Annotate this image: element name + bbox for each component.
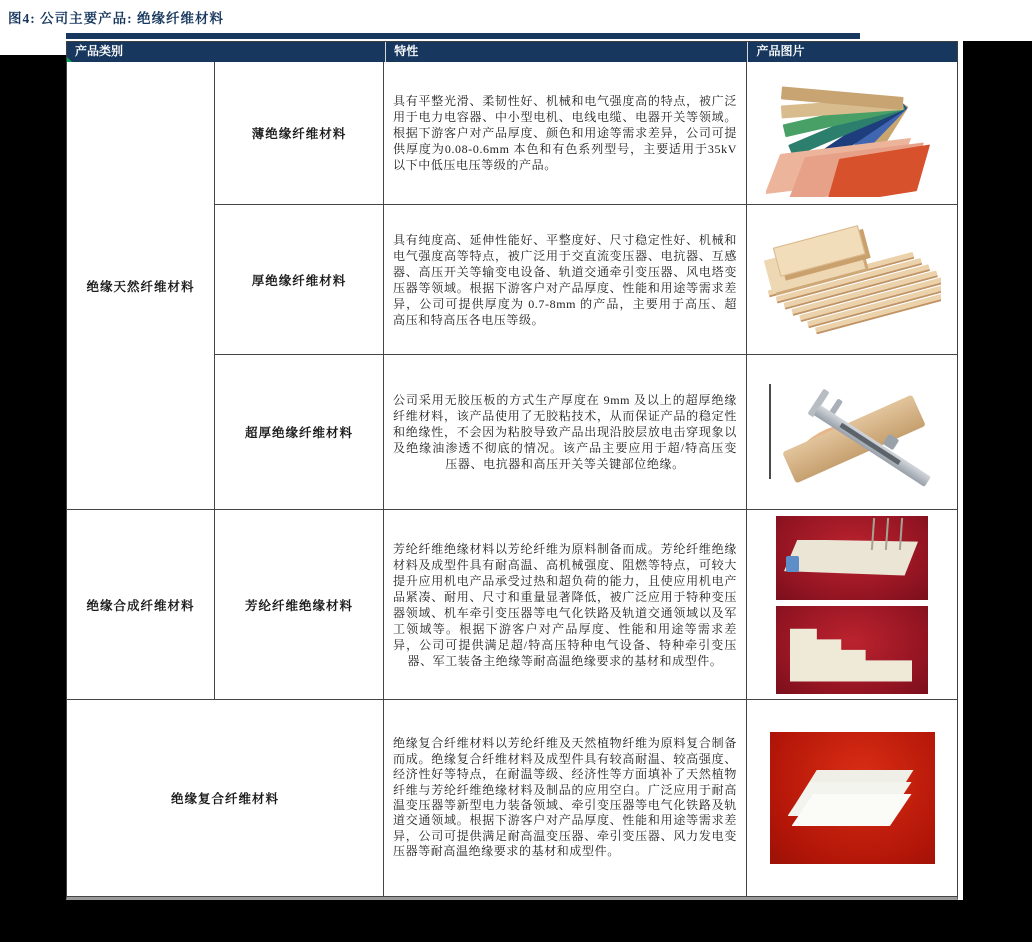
blue-label-shape xyxy=(786,556,799,572)
sheet-shape xyxy=(784,540,918,576)
product-photo-thin-insulation xyxy=(766,69,938,197)
sheet-stack-shape xyxy=(764,224,941,336)
table-top-rule xyxy=(66,33,958,41)
table-header-row xyxy=(67,42,957,62)
features-cell xyxy=(384,205,747,355)
group-composite-fiber xyxy=(67,700,957,897)
header-category-label: 产品类别 xyxy=(75,44,124,58)
features-cell xyxy=(384,510,747,700)
features-cell xyxy=(384,700,747,897)
screenshot-bottom-margin xyxy=(0,900,1032,942)
table-row xyxy=(215,510,957,700)
figure-title: 图4: 公司主要产品: 绝缘纤维材料 xyxy=(8,11,224,26)
subcategory-cell: 薄绝缘纤维材料 xyxy=(215,62,384,205)
product-photo-aramid-insulation xyxy=(776,516,928,694)
product-photo-caliper-measuring xyxy=(757,376,947,488)
red-velvet-backdrop xyxy=(776,516,928,600)
category-cell: 绝缘复合纤维材料 xyxy=(67,700,384,897)
category-cell: 绝缘天然纤维材料 xyxy=(67,62,215,510)
features-cell xyxy=(384,355,747,510)
product-photo-composite-insulation xyxy=(770,732,935,864)
table-row xyxy=(215,62,957,205)
group-synthetic-fiber xyxy=(67,510,957,700)
header-features-label: 特性 xyxy=(394,44,419,58)
product-image-cell xyxy=(747,700,957,897)
product-image-cell xyxy=(747,355,957,510)
excel-paste-artifact xyxy=(67,57,72,62)
header-product-image xyxy=(747,42,957,62)
screenshot-left-margin xyxy=(0,55,66,942)
step-blocks-shape xyxy=(790,620,912,682)
group-natural-fiber xyxy=(67,62,957,510)
screenshot-right-margin xyxy=(963,41,1032,942)
product-image-cell xyxy=(747,205,957,355)
product-image-cell xyxy=(747,62,957,205)
product-photo-thick-insulation xyxy=(764,224,941,336)
products-table xyxy=(66,33,958,900)
table-row xyxy=(384,700,957,897)
table-body xyxy=(66,41,958,900)
features-cell xyxy=(384,62,747,205)
header-image-label: 产品图片 xyxy=(756,44,805,58)
features-text: 芳纶纤维绝缘材料以芳纶纤维为原料制备而成。芳纶纤维绝缘材料及成型件具有耐高温、高机械强度、阻燃等特点，可较大提升应用机电产品承受过热和超负荷的能力，且使应用机电产品紧凑、耐用、尺寸和重量显著降低，被广泛应用于特种变压器领域、机车牵引变压器等电气化铁路及轨道交通领域以及军工领域等。根据下游客户对产品厚度、性能和用途等需求差异，公司可提供满足超/特高压特种电气设备、特种牵引变压器、军工装备主绝缘等耐高温绝缘要求的基材和成型件。 xyxy=(393,541,737,668)
product-image-cell xyxy=(747,510,957,700)
header-product-category xyxy=(67,42,385,62)
red-velvet-backdrop xyxy=(776,606,928,694)
subcategory-cell: 芳纶纤维绝缘材料 xyxy=(215,510,384,700)
subcategory-cell: 厚绝缘纤维材料 xyxy=(215,205,384,355)
table-row xyxy=(215,355,957,510)
header-features xyxy=(385,42,747,62)
subcategory-cell: 超厚绝缘纤维材料 xyxy=(215,355,384,510)
photo-edge-line xyxy=(769,384,771,479)
features-text: 公司采用无胶压板的方式生产厚度在 9mm 及以上的超厚绝缘纤维材料，该产品使用了无胶粘技术，从而保证产品的稳定性和绝缘性，不会因为粘胶导致产品出现沿胶层放电击穿现象以及绝缘油渗透不彻底的情况。该产品主要应用于超/特高压变压器、电抗器和高压开关等关键部位绝缘。 xyxy=(393,393,737,471)
features-text: 具有纯度高、延伸性能好、平整度好、尺寸稳定性好、机械和电气强度高等特点，被广泛用于交直流变压器、电抗器、互感器、高压开关等输变电设备、轨道交通牵引变压器、风电塔变压器等领域。根据下游客户对产品厚度、性能和用途等需求差异，公司可提供厚度为 0.7-8mm 的产品，主要用于高压、超高压和特高压各电压等级。 xyxy=(393,232,737,327)
table-row xyxy=(215,205,957,355)
category-cell: 绝缘合成纤维材料 xyxy=(67,510,215,700)
features-text: 具有平整光滑、柔韧性好、机械和电气强度高的特点，被广泛用于电力电容器、中小型电机、电线电缆、电器开关等领域。根据下游客户对产品厚度、颜色和用途等需求差异，公司可提供厚度为0.08-0.6mm 本色和有色系列型号，主要适用于35kV 以下中低压电压等级的产品。 xyxy=(393,94,737,172)
features-text: 绝缘复合纤维材料以芳纶纤维及天然植物纤维为原料复合制备而成。绝缘复合纤维材料及成型件具有较高耐温、较高强度、经济性好等特点，在耐温等级、经济性等方面填补了天然植物纤维与芳纶纤维绝缘材料及制品的应用空白。广泛应用于耐高温变压器等新型电力装备领域、牵引变压器等电气化铁路及轨道交通领域。根据下游客户对产品厚度、性能和用途等需求差异，公司可提供满足耐高温变压器、牵引变压器、风力发电变压器等耐高温绝缘要求的基材和成型件。 xyxy=(393,736,737,859)
